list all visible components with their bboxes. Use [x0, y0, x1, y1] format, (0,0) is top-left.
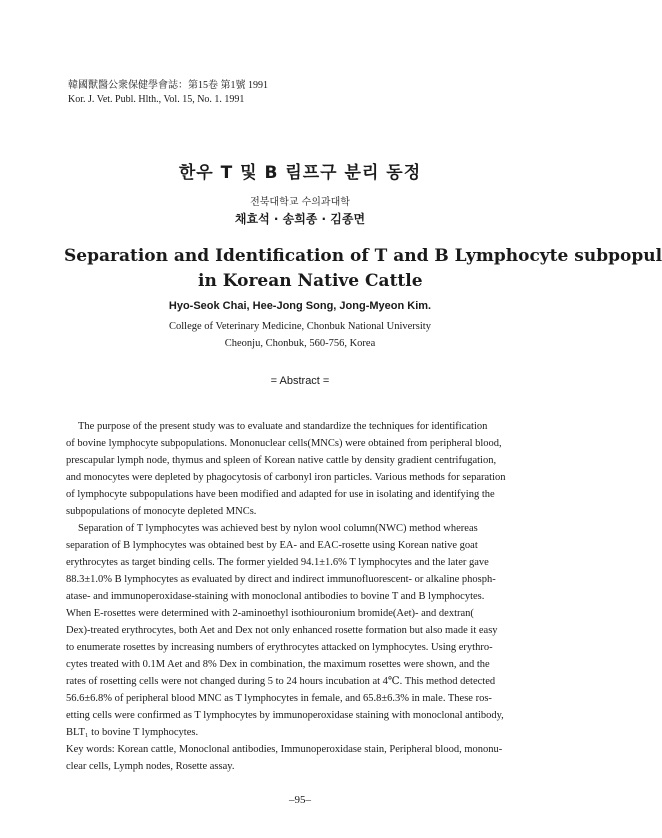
abstract-body: [66, 418, 539, 775]
abstract-line: rates of rosetting cells were not changed during 5 to 24 hours incubation at 4℃. This method detected: [66, 676, 496, 687]
english-affiliation: [0, 318, 600, 352]
abstract-line: prescapular lymph node, thymus and spleen of Korean native cattle by density gradient centrifugation,: [66, 455, 497, 466]
abstract-line: Dex)-treated erythrocytes, both Aet and Dex not only enhanced rosette formation but also made it easy: [66, 625, 498, 636]
english-title-line-1: Separation and Identification of T and B Lymphocyte subpopul: [64, 246, 662, 266]
abstract-line: 88.3±1.0% B lymphocytes as evaluated by direct and indirect immunofluorescent- or alkaline phosph-: [66, 574, 496, 585]
journal-citation-korean: 韓國獸醫公衆保健學會誌：第15卷 第1號 1991: [68, 80, 268, 91]
english-title: [64, 244, 662, 294]
affiliation-line-1: College of Veterinary Medicine, Chonbuk National University: [169, 321, 431, 332]
abstract-line: The purpose of the present study was to evaluate and standardize the techniques for identification: [78, 421, 488, 432]
journal-header: [68, 79, 268, 107]
journal-citation-english: Kor. J. Vet. Publ. Hlth., Vol. 15, No. 1. 1991: [68, 94, 245, 105]
abstract-line: and monocytes were depleted by phagocytosis of carbonyl iron particles. Various methods for separation: [66, 472, 506, 483]
abstract-line: etting cells were confirmed as T lymphocytes by immunoperoxidase staining with monoclonal antibody,: [66, 710, 504, 721]
abstract-line: of lymphocyte subpopulations have been modified and adapted for use in isolating and identifying the: [66, 489, 495, 500]
korean-affiliation: 전북대학교 수의과대학: [250, 197, 350, 208]
english-authors: Hyo-Seok Chai, Hee-Jong Song, Jong-Myeon Kim.: [168, 300, 432, 312]
abstract-line: 56.6±6.8% of peripheral blood MNC as T lymphocytes in female, and 65.8±6.3% in male. These ros-: [66, 693, 492, 704]
abstract-line: BLT₁ to bovine T lymphocytes.: [66, 727, 199, 738]
keywords-line: clear cells, Lymph nodes, Rosette assay.: [66, 761, 235, 772]
abstract-line: to enumerate rosettes by increasing numbers of erythrocytes attacked on lymphocytes. Using erythro-: [66, 642, 493, 653]
abstract-line: erythrocytes as target binding cells. The former yielded 94.1±1.6% T lymphocytes and the later gave: [66, 557, 489, 568]
english-title-line-2: in Korean Native Cattle: [198, 271, 423, 291]
abstract-line: When E-rosettes were determined with 2-aminoethyl isothiouronium bromide(Aet)- and dextran(: [66, 608, 474, 619]
affiliation-line-2: Cheonju, Chonbuk, 560-756, Korea: [224, 338, 376, 349]
keywords-line: Key words: Korean cattle, Monoclonal antibodies, Immunoperoxidase stain, Peripheral blood, mononu-: [66, 744, 503, 755]
korean-title: 한우 T 및 B 림프구 분리 동정: [178, 163, 422, 183]
abstract-line: subpopulations of monocyte depleted MNCs.: [66, 506, 257, 517]
abstract-line: cytes treated with 0.1M Aet and 8% Dex in combination, the maximum rosettes were shown, and the: [66, 659, 490, 670]
page-number: –95–: [289, 794, 311, 806]
abstract-line: Separation of T lymphocytes was achieved best by nylon wool column(NWC) method whereas: [78, 523, 478, 534]
abstract-heading: = Abstract =: [270, 375, 330, 387]
abstract-line: separation of B lymphocytes was obtained best by EA- and EAC-rosette using Korean native goat: [66, 540, 478, 551]
abstract-line: of bovine lymphocyte subpopulations. Mononuclear cells(MNCs) were obtained from peripheral blood,: [66, 438, 502, 449]
abstract-line: atase- and immunoperoxidase-staining with monoclonal antibodies to bovine T and B lymphocytes.: [66, 591, 485, 602]
korean-authors: 채효석 · 송희종 · 김종면: [234, 212, 366, 226]
